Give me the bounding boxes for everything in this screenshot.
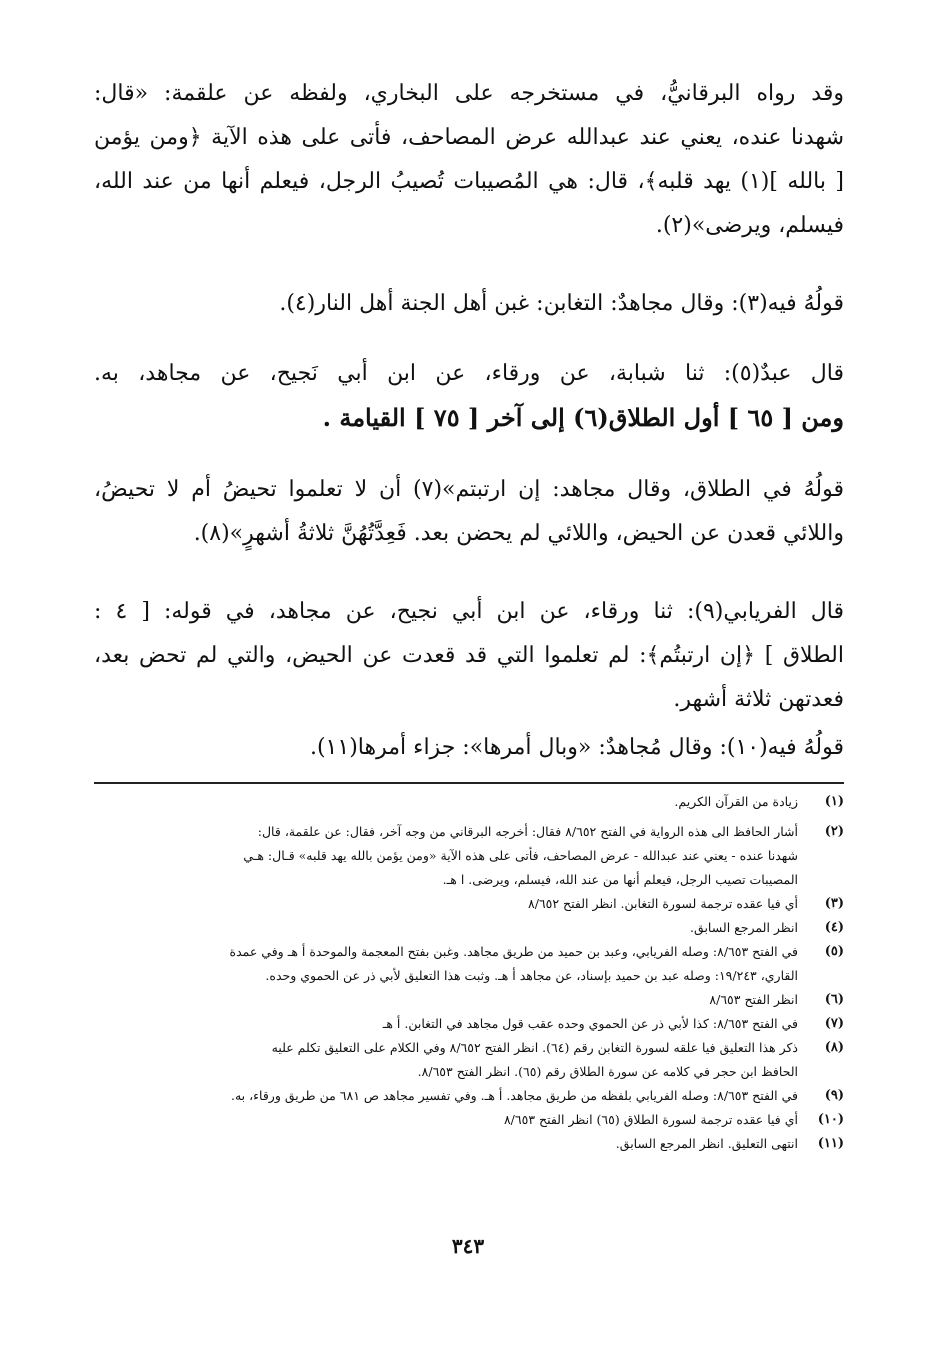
footnote xyxy=(94,916,844,940)
text-line: واللائي قعدن عن الحيض، واللائي لم يحضن بعد. فَعِدَّتُهُنَّ ثلاثةُ أشهرٍ»(٨). xyxy=(193,521,844,546)
paragraph-6 xyxy=(94,726,844,770)
text-line: الطلاق ] ﴿إن ارتبتُم﴾: لم تعلموا التي قد قعدت عن الحيض، والتي لم تحض بعد، xyxy=(94,643,844,668)
text-line: قولُهُ فيه(٣): وقال مجاهدٌ: التغابن: غبن أهل الجنة أهل النار(٤). xyxy=(279,291,844,316)
paragraph-4 xyxy=(94,468,844,556)
paragraph-3 xyxy=(94,352,844,440)
footnote-number: (٣) xyxy=(824,896,844,911)
footnote-line: أشار الحافظ الى هذه الرواية في الفتح ٨/٦٥٢ فقال: أخرجه البرقاني من وجه آخر، فقال: عن علقمة، قال: xyxy=(257,824,798,839)
footnote xyxy=(94,988,844,1012)
text-line: وقد رواه البرقانيُّ، في مستخرجه على البخاري، ولفظه عن علقمة: «قال: xyxy=(94,81,844,106)
footnote-divider xyxy=(94,782,844,784)
footnote-number: (١١) xyxy=(817,1136,844,1151)
footnote-line: ذكر هذا التعليق فيا علقه لسورة التغابن رقم (٦٤). انظر الفتح ٨/٦٥٢ وفي الكلام على التعليق تكلم عليه xyxy=(271,1040,798,1055)
footnotes xyxy=(94,790,844,1156)
footnote-line: أي فيا عقده ترجمة لسورة التغابن. انظر الفتح ٨/٦٥٢ xyxy=(527,896,798,911)
footnote-line: انظر الفتح ٨/٦٥٣ xyxy=(709,992,798,1007)
section-heading: ومن [ ٦٥ ] أول الطلاق(٦) إلى آخر [ ٧٥ ] القيامة . xyxy=(322,403,844,432)
footnote-line: انظر المرجع السابق. xyxy=(690,920,798,935)
text-line: [ بالله ](١) يهد قلبه﴾، قال: هي المُصيبات تُصيبُ الرجل، فيعلم أنها من عند الله، xyxy=(94,169,844,194)
paragraph-1 xyxy=(94,72,844,248)
footnote-line: القاري، ١٩/٢٤٣: وصله عبد بن حميد بإسناد، عن مجاهد أ هـ. وثبت هذا التعليق لأبي ذر عن الحموي وحده. xyxy=(265,968,798,983)
footnote xyxy=(94,1084,844,1108)
text-line: شهدنا عنده، يعني عند عبدالله عرض المصاحف، فأتى على هذه الآية ﴿ومن يؤمن xyxy=(94,125,844,150)
text-line: فعدتهن ثلاثة أشهر. xyxy=(673,687,844,712)
footnote xyxy=(94,892,844,916)
footnote-line: شهدنا عنده - يعني عند عبدالله - عرض المصاحف، فأتى على هذه الآية «ومن يؤمن بالله يهد قلبه» قـال: هـي xyxy=(243,848,798,863)
footnote xyxy=(94,940,844,988)
text-line: فيسلم، ويرضى»(٢). xyxy=(655,213,844,238)
footnote-number: (٤) xyxy=(824,920,844,935)
footnote-number: (٢) xyxy=(824,824,844,839)
footnote-line: الحافظ ابن حجر في كلامه عن سورة الطلاق رقم (٦٥). انظر الفتح ٨/٦٥٣. xyxy=(417,1064,798,1079)
footnote-number: (١) xyxy=(824,794,844,809)
footnote xyxy=(94,1012,844,1036)
footnote-line: أي فيا عقده ترجمة لسورة الطلاق (٦٥) انظر الفتح ٨/٦٥٣ xyxy=(503,1112,798,1127)
footnote-number: (٥) xyxy=(824,944,844,959)
footnote-line: المصيبات تصيب الرجل، فيعلم أنها من عند الله، فيسلم، ويرضى. ا هـ. xyxy=(442,872,798,887)
text-line: قولُهُ فيه(١٠): وقال مُجاهدٌ: «وبال أمرها»: جزاء أمرها(١١). xyxy=(309,735,844,760)
footnote-line: في الفتح ٨/٦٥٣: وصله الفريابي بلفظه من طريق مجاهد. أ هـ. وفي تفسير مجاهد ص ٦٨١ من طريق ورقاء، به. xyxy=(230,1088,798,1103)
paragraph-2 xyxy=(94,282,844,326)
footnote-number: (٦) xyxy=(824,992,844,1007)
footnote-line: زيادة من القرآن الكريم. xyxy=(674,794,798,809)
footnote-number: (٩) xyxy=(824,1088,844,1103)
footnote-number: (٧) xyxy=(824,1016,844,1031)
footnote xyxy=(94,820,844,892)
text-line: قال عبدٌ(٥): ثنا شبابة، عن ورقاء، عن ابن أبي نَجيح، عن مجاهد، به. xyxy=(94,361,844,386)
footnote xyxy=(94,1132,844,1156)
footnote-line: في الفتح ٨/٦٥٣: كذا لأبي ذر عن الحموي وحده عقب قول مجاهد في التغابن. أ هـ xyxy=(382,1016,798,1031)
text-line: قولُهُ في الطلاق، وقال مجاهد: إن ارتبتم»(٧) أن لا تعلموا تحيضُ أم لا تحيضُ، xyxy=(94,477,844,502)
footnote-line: في الفتح ٨/٦٥٣: وصله الفريابي، وعبد بن حميد من طريق مجاهد. وغبن بفتح المعجمة والموحدة أ هـ وفي عمدة xyxy=(229,944,798,959)
footnote xyxy=(94,1108,844,1132)
text-line: قال الفريابي(٩): ثنا ورقاء، عن ابن أبي نجيح، عن مجاهد، في قوله: [ ٤ : xyxy=(94,599,844,624)
footnote-number: (٨) xyxy=(824,1040,844,1055)
paragraph-5 xyxy=(94,590,844,722)
footnote xyxy=(94,1036,844,1084)
footnote xyxy=(94,790,844,814)
footnote-line: انتهى التعليق. انظر المرجع السابق. xyxy=(615,1136,798,1151)
footnote-number: (١٠) xyxy=(817,1112,844,1127)
page-number: ٣٤٣ xyxy=(451,1234,485,1258)
